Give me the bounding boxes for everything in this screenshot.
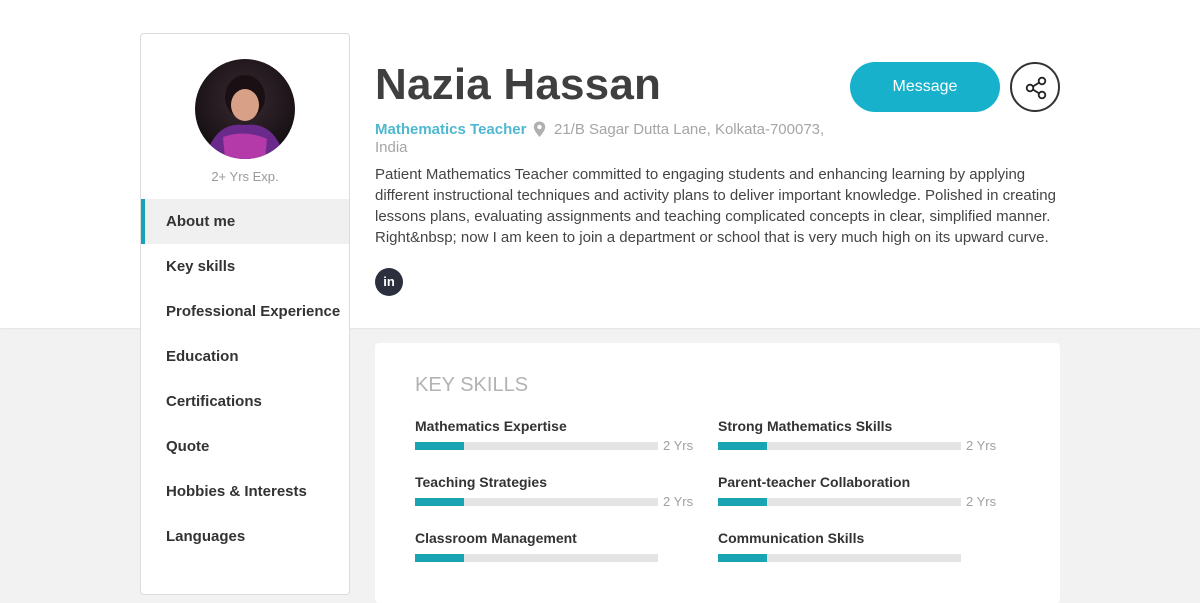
- nav-item-professional-experience[interactable]: Professional Experience: [166, 303, 341, 320]
- profile-role: Mathematics Teacher: [375, 121, 527, 138]
- skill-bar-fill: [718, 554, 767, 562]
- nav-item-hobbies-interests[interactable]: Hobbies & Interests: [166, 483, 307, 500]
- share-button[interactable]: [1010, 62, 1060, 112]
- skill-label: Parent-teacher Collaboration: [718, 474, 911, 490]
- skill-label: Communication Skills: [718, 530, 865, 546]
- skill-bar: [415, 442, 658, 450]
- skill-years: 2 Yrs: [663, 494, 694, 509]
- linkedin-icon[interactable]: in: [375, 268, 403, 296]
- skill-bar-fill: [415, 498, 464, 506]
- skill-bar: [415, 498, 658, 506]
- message-button[interactable]: Message: [850, 62, 1000, 112]
- key-skills-title: KEY SKILLS: [415, 374, 529, 396]
- share-icon: [1024, 76, 1048, 100]
- profile-sidebar: [140, 33, 350, 595]
- skill-item: [718, 530, 998, 570]
- location-pin-icon: [533, 121, 546, 143]
- skill-years: 2 Yrs: [663, 438, 694, 453]
- skill-label: Strong Mathematics Skills: [718, 418, 893, 434]
- section-nav: [141, 199, 349, 559]
- skill-years: 2 Yrs: [966, 494, 997, 509]
- skill-item: [415, 474, 695, 514]
- skill-item: [415, 418, 695, 458]
- skill-bar: [718, 554, 961, 562]
- skill-bar: [718, 442, 961, 450]
- skill-bar: [415, 554, 658, 562]
- skill-bar-fill: [415, 554, 464, 562]
- avatar: [195, 59, 295, 159]
- profile-name: Nazia Hassan: [375, 60, 662, 109]
- skill-item: [718, 418, 998, 458]
- skill-item: [718, 474, 998, 514]
- nav-item-about-me[interactable]: About me: [141, 199, 349, 244]
- skill-bar-fill: [415, 442, 464, 450]
- skill-item: [415, 530, 695, 570]
- experience-text: 2+ Yrs Exp.: [211, 169, 279, 184]
- key-skills-card: [375, 343, 1060, 603]
- skill-bar: [718, 498, 961, 506]
- nav-item-key-skills[interactable]: Key skills: [166, 258, 236, 275]
- skill-years: 2 Yrs: [966, 438, 997, 453]
- profile-address: 21/B Sagar Dutta Lane, Kolkata-700073, India: [375, 121, 825, 156]
- skill-bar-fill: [718, 498, 767, 506]
- nav-item-education[interactable]: Education: [166, 348, 239, 365]
- skill-label: Mathematics Expertise: [415, 418, 567, 434]
- skill-bar-fill: [718, 442, 767, 450]
- nav-item-languages[interactable]: Languages: [166, 528, 246, 545]
- nav-item-certifications[interactable]: Certifications: [166, 393, 262, 410]
- profile-bio: Patient Mathematics Teacher committed to engaging students and enhancing learning by applying different instructional techniques and activity plans to deliver important knowledge. Polished in creating lessons plans, evaluating assignments and teaching complicated concepts in clear, simplified manner. Right&nbsp; now I am keen to join a department or school that is very much high on its upward curve.: [375, 166, 1056, 246]
- skill-label: Classroom Management: [415, 530, 577, 546]
- skill-label: Teaching Strategies: [415, 474, 548, 490]
- nav-item-quote[interactable]: Quote: [166, 438, 210, 455]
